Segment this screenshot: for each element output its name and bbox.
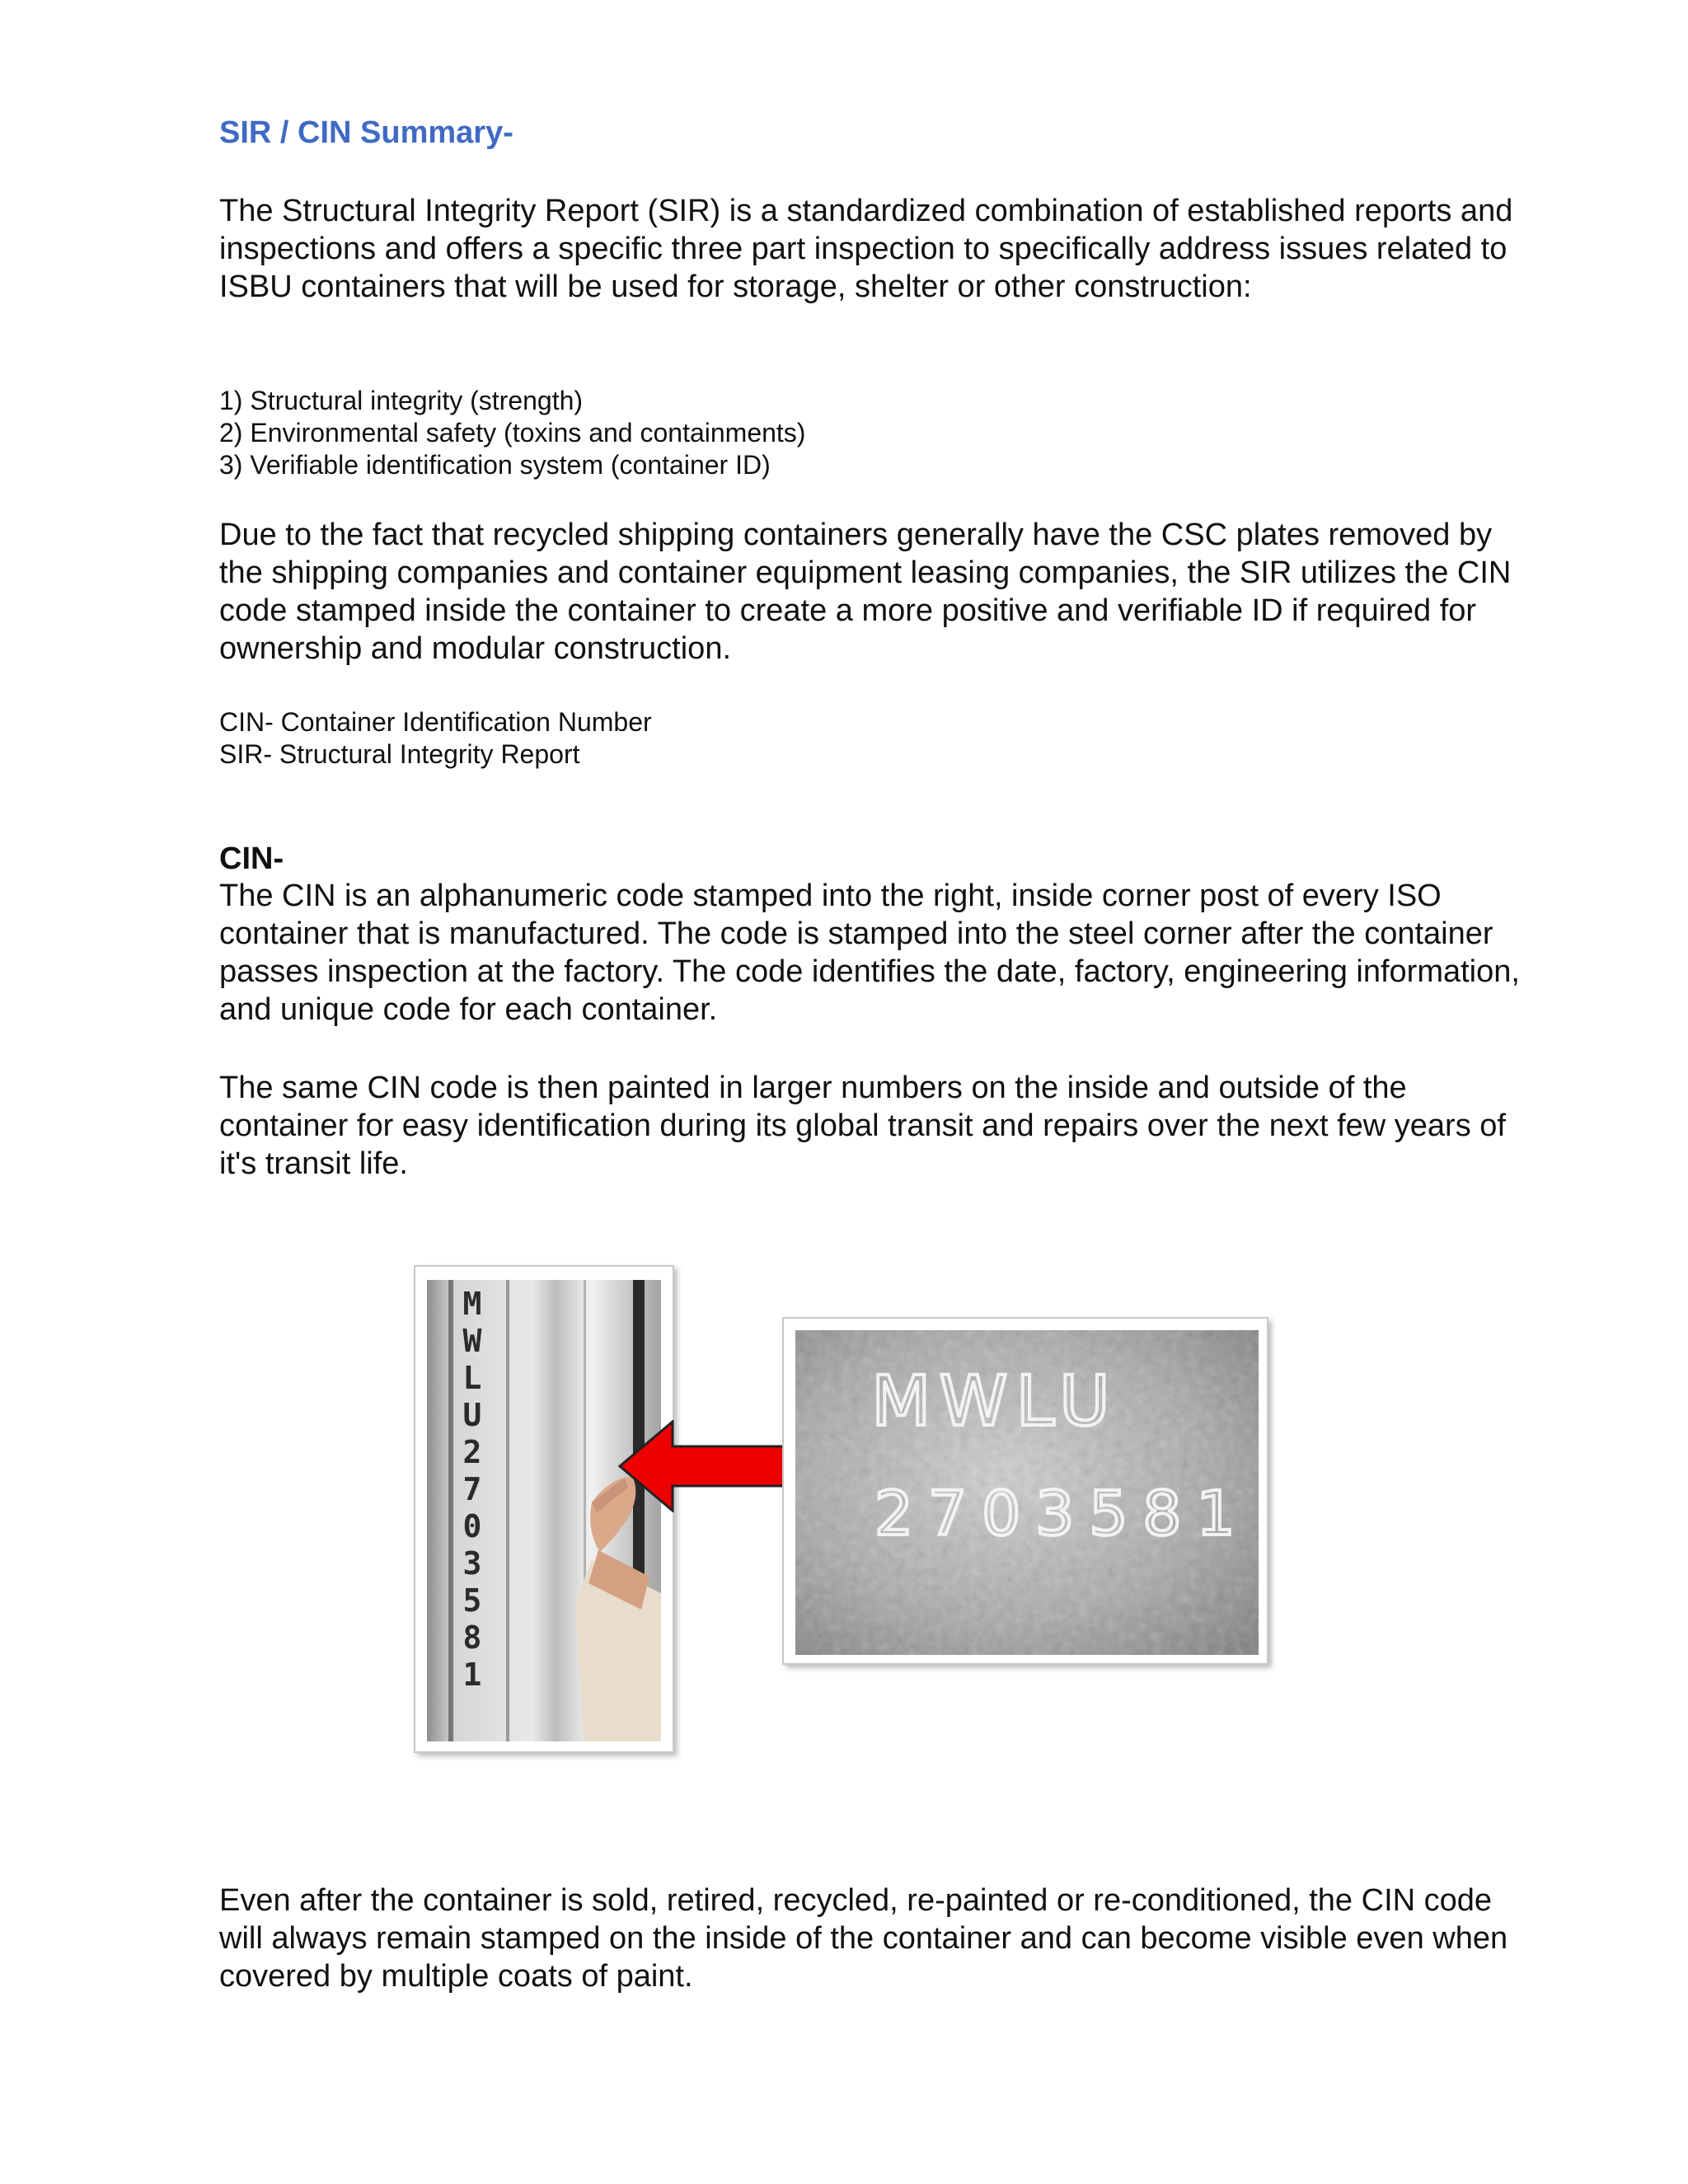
cin-character: 5 bbox=[462, 1582, 482, 1619]
svg-text:MWLU2703581 bbox=[463, 1286, 482, 1693]
stamped-code-photo bbox=[782, 1317, 1268, 1665]
cin-character: 1 bbox=[462, 1657, 482, 1693]
cin-heading: CIN- bbox=[219, 841, 284, 876]
inspection-list bbox=[219, 385, 805, 481]
cin-character: 2 bbox=[462, 1434, 482, 1470]
intro-paragraph: The Structural Integrity Report (SIR) is a standardized combination of established reports and inspections and offers a specific three part inspection to specifically address issues related to ISBU containers that will be used for storage, shelter or other construction: bbox=[219, 194, 1513, 304]
cin-character: W bbox=[462, 1323, 482, 1359]
list-item: 1) Structural integrity (strength) bbox=[219, 386, 584, 415]
closing-paragraph: Even after the container is sold, retired, recycled, re-painted or re-conditioned, the CIN code will always remain stamped on the inside of the container and can become visible even when covered by multiple coats of paint. bbox=[219, 1883, 1508, 1994]
cin-character: 3 bbox=[462, 1545, 482, 1582]
definitions-list bbox=[219, 706, 652, 771]
list-item: 3) Verifiable identification system (container ID) bbox=[219, 450, 771, 480]
csc-paragraph: Due to the fact that recycled shipping containers generally have the CSC plates removed by the shipping companies and container equipment leasing companies, the SIR utilizes the CIN code stamped inside the container to create a more positive and verifiable ID if required for ownership and modular construction. bbox=[219, 518, 1512, 666]
stamped-code-image bbox=[795, 1330, 1259, 1655]
list-item: 2) Environmental safety (toxins and containments) bbox=[219, 418, 806, 448]
cin-painted-paragraph: The same CIN code is then painted in larger numbers on the inside and outside of the container for easy identification during its global transit and repairs over the next few years of it's transit life. bbox=[219, 1071, 1506, 1181]
cin-character: U bbox=[462, 1397, 482, 1433]
cin-character: 7 bbox=[462, 1471, 482, 1507]
summary-heading: SIR / CIN Summary- bbox=[219, 115, 513, 150]
cin-character: 0 bbox=[462, 1508, 482, 1544]
painted-cin-code bbox=[463, 1286, 482, 1693]
cin-character: 8 bbox=[462, 1619, 482, 1656]
definition-sir: SIR- Structural Integrity Report bbox=[219, 739, 580, 769]
definition-cin: CIN- Container Identification Number bbox=[219, 707, 652, 737]
cin-description-paragraph: The CIN is an alphanumeric code stamped into the right, inside corner post of every ISO container that is manufactured. The code is stamped into the steel corner after the container passes inspection at the factory. The code identifies the date, factory, engineering information, and unique code for each container. bbox=[219, 879, 1520, 1027]
stamped-code-line-2: 2703581 bbox=[874, 1479, 1250, 1549]
cin-character: M bbox=[462, 1286, 482, 1322]
stamped-code-line-1: MWLU bbox=[871, 1361, 1118, 1441]
cin-character: L bbox=[462, 1360, 482, 1396]
